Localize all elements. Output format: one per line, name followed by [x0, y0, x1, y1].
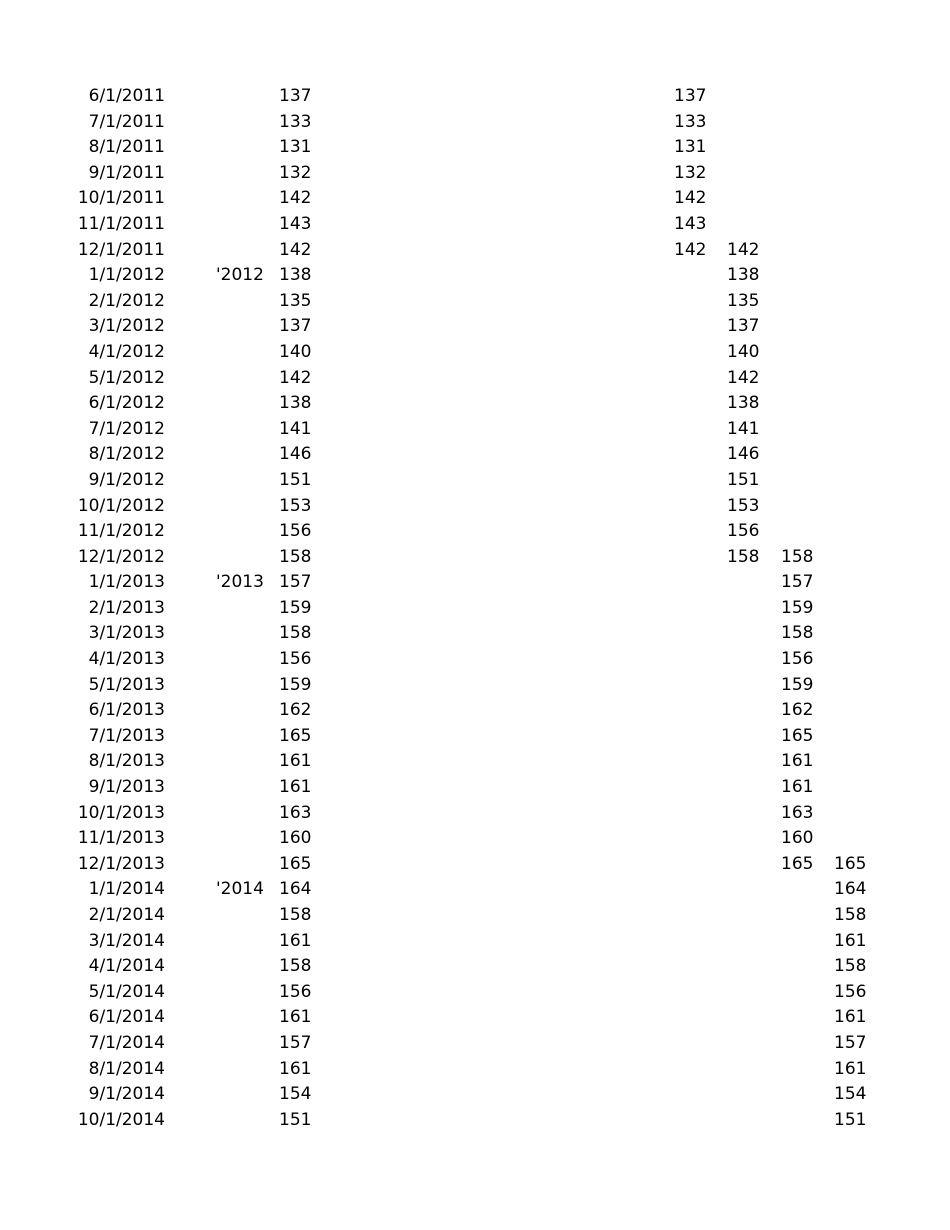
- value-cell: 160: [279, 828, 312, 849]
- date-cell: 11/1/2012: [77, 521, 165, 542]
- series-2014-cell: 157: [834, 1032, 867, 1053]
- table-row: [0, 775, 950, 801]
- value-cell: 159: [279, 597, 312, 618]
- table-row: [0, 1082, 950, 1108]
- date-cell: 4/1/2012: [88, 341, 165, 362]
- date-cell: 12/1/2013: [77, 853, 165, 874]
- value-cell: 158: [279, 956, 312, 977]
- series-2012-cell: 140: [727, 341, 760, 362]
- series-2014-cell: 158: [834, 956, 867, 977]
- value-cell: 143: [279, 213, 312, 234]
- series-2014-cell: 151: [834, 1109, 867, 1130]
- value-cell: 154: [279, 1084, 312, 1105]
- series-2011-cell: 133: [674, 111, 707, 132]
- value-cell: 156: [279, 981, 312, 1002]
- series-2013-cell: 157: [781, 572, 814, 593]
- table-row: [0, 263, 950, 289]
- value-cell: 151: [279, 469, 312, 490]
- series-2014-cell: 158: [834, 905, 867, 925]
- value-cell: 138: [279, 393, 312, 414]
- value-cell: 161: [279, 777, 312, 798]
- date-cell: 10/1/2011: [77, 188, 165, 209]
- date-cell: 12/1/2012: [77, 546, 165, 567]
- table-row: [0, 1005, 950, 1031]
- value-cell: 142: [279, 239, 312, 260]
- value-cell: 153: [279, 495, 312, 516]
- value-cell: 159: [279, 674, 312, 695]
- value-cell: 165: [279, 853, 312, 874]
- date-cell: 8/1/2012: [88, 444, 165, 465]
- date-cell: 6/1/2012: [88, 393, 165, 414]
- series-2011-cell: 131: [674, 137, 707, 158]
- table-row: [0, 494, 950, 520]
- series-2012-cell: 138: [727, 393, 760, 414]
- value-cell: 142: [279, 367, 312, 388]
- value-cell: 158: [279, 623, 312, 644]
- series-2013-cell: 158: [781, 546, 814, 567]
- value-cell: 133: [279, 111, 312, 132]
- table-row: [0, 186, 950, 212]
- table-row: [0, 442, 950, 468]
- date-cell: 3/1/2014: [88, 930, 165, 951]
- date-cell: 6/1/2011: [88, 86, 165, 106]
- date-cell: 8/1/2013: [88, 751, 165, 772]
- series-2013-cell: 161: [781, 751, 814, 772]
- table-row: [0, 596, 950, 622]
- table-row: [0, 391, 950, 417]
- table-row: [0, 673, 950, 699]
- series-2013-cell: 158: [781, 623, 814, 644]
- series-2012-cell: 156: [727, 521, 760, 542]
- table-row: [0, 1031, 950, 1057]
- date-cell: 3/1/2013: [88, 623, 165, 644]
- table-row: [0, 314, 950, 340]
- series-2014-cell: 164: [834, 879, 867, 900]
- value-cell: 137: [279, 316, 312, 337]
- date-cell: 8/1/2011: [88, 137, 165, 158]
- value-cell: 161: [279, 1058, 312, 1079]
- date-cell: 1/1/2012: [88, 265, 165, 286]
- series-2014-cell: 165: [834, 853, 867, 874]
- series-2012-cell: 142: [727, 367, 760, 388]
- value-cell: 163: [279, 802, 312, 823]
- value-cell: 141: [279, 418, 312, 439]
- table-row: [0, 852, 950, 878]
- date-cell: 5/1/2014: [88, 981, 165, 1002]
- series-2012-cell: 135: [727, 290, 760, 311]
- table-row: [0, 929, 950, 955]
- series-2013-cell: 156: [781, 649, 814, 670]
- date-cell: 1/1/2013: [88, 572, 165, 593]
- date-cell: 11/1/2011: [77, 213, 165, 234]
- value-cell: 161: [279, 1007, 312, 1028]
- series-2013-cell: 161: [781, 777, 814, 798]
- date-cell: 12/1/2011: [77, 239, 165, 260]
- date-cell: 7/1/2011: [88, 111, 165, 132]
- date-cell: 8/1/2014: [88, 1058, 165, 1079]
- table-row: [0, 545, 950, 571]
- series-2013-cell: 165: [781, 853, 814, 874]
- value-cell: 156: [279, 649, 312, 670]
- date-cell: 1/1/2014: [88, 879, 165, 900]
- table-row: [0, 698, 950, 724]
- table-row: [0, 749, 950, 775]
- table-row: [0, 417, 950, 443]
- table-row: [0, 289, 950, 315]
- table-row: [0, 238, 950, 264]
- value-cell: 165: [279, 725, 312, 746]
- date-cell: 4/1/2013: [88, 649, 165, 670]
- table-row: [0, 135, 950, 161]
- series-2013-cell: 160: [781, 828, 814, 849]
- series-2013-cell: 165: [781, 725, 814, 746]
- value-cell: 157: [279, 1032, 312, 1053]
- table-row: [0, 826, 950, 852]
- date-cell: 5/1/2012: [88, 367, 165, 388]
- date-cell: 2/1/2012: [88, 290, 165, 311]
- series-2012-cell: 158: [727, 546, 760, 567]
- table-row: [0, 1057, 950, 1083]
- date-cell: 2/1/2014: [88, 905, 165, 925]
- date-cell: 10/1/2014: [77, 1109, 165, 1130]
- series-2014-cell: 156: [834, 981, 867, 1002]
- table-row: [0, 468, 950, 494]
- series-2011-cell: 142: [674, 188, 707, 209]
- value-cell: 132: [279, 162, 312, 183]
- value-cell: 138: [279, 265, 312, 286]
- value-cell: 156: [279, 521, 312, 542]
- value-cell: 131: [279, 137, 312, 158]
- date-cell: 6/1/2014: [88, 1007, 165, 1028]
- value-cell: 162: [279, 700, 312, 721]
- series-2014-cell: 161: [834, 1007, 867, 1028]
- table-row: [0, 110, 950, 136]
- date-cell: 9/1/2012: [88, 469, 165, 490]
- spreadsheet-grid: [0, 84, 950, 1133]
- table-row: [0, 801, 950, 827]
- date-cell: 6/1/2013: [88, 700, 165, 721]
- value-cell: 161: [279, 751, 312, 772]
- series-2013-cell: 162: [781, 700, 814, 721]
- series-2014-cell: 161: [834, 1058, 867, 1079]
- table-row: [0, 212, 950, 238]
- table-row: [0, 621, 950, 647]
- series-2011-cell: 143: [674, 213, 707, 234]
- date-cell: 7/1/2012: [88, 418, 165, 439]
- value-cell: 158: [279, 905, 312, 925]
- series-2013-cell: 159: [781, 597, 814, 618]
- series-2014-cell: 161: [834, 930, 867, 951]
- year-label-cell: '2013: [216, 572, 264, 593]
- table-row: [0, 1108, 950, 1134]
- value-cell: 140: [279, 341, 312, 362]
- table-row: [0, 647, 950, 673]
- date-cell: 10/1/2013: [77, 802, 165, 823]
- series-2012-cell: 146: [727, 444, 760, 465]
- date-cell: 11/1/2013: [77, 828, 165, 849]
- date-cell: 9/1/2013: [88, 777, 165, 798]
- series-2012-cell: 151: [727, 469, 760, 490]
- value-cell: 158: [279, 546, 312, 567]
- table-row: [0, 84, 950, 110]
- date-cell: 10/1/2012: [77, 495, 165, 516]
- value-cell: 157: [279, 572, 312, 593]
- series-2012-cell: 138: [727, 265, 760, 286]
- date-cell: 2/1/2013: [88, 597, 165, 618]
- series-2014-cell: 154: [834, 1084, 867, 1105]
- date-cell: 7/1/2014: [88, 1032, 165, 1053]
- series-2012-cell: 142: [727, 239, 760, 260]
- series-2011-cell: 142: [674, 239, 707, 260]
- value-cell: 164: [279, 879, 312, 900]
- series-2013-cell: 159: [781, 674, 814, 695]
- date-cell: 5/1/2013: [88, 674, 165, 695]
- series-2012-cell: 137: [727, 316, 760, 337]
- date-cell: 9/1/2014: [88, 1084, 165, 1105]
- series-2012-cell: 141: [727, 418, 760, 439]
- table-row: [0, 980, 950, 1006]
- value-cell: 137: [279, 86, 312, 106]
- table-row: [0, 954, 950, 980]
- series-2011-cell: 132: [674, 162, 707, 183]
- table-row: [0, 519, 950, 545]
- date-cell: 9/1/2011: [88, 162, 165, 183]
- series-2013-cell: 163: [781, 802, 814, 823]
- value-cell: 161: [279, 930, 312, 951]
- table-row: [0, 570, 950, 596]
- table-row: [0, 161, 950, 187]
- table-row: [0, 877, 950, 903]
- year-label-cell: '2012: [216, 265, 264, 286]
- table-row: [0, 366, 950, 392]
- table-row: [0, 724, 950, 750]
- table-row: [0, 340, 950, 366]
- date-cell: 7/1/2013: [88, 725, 165, 746]
- year-label-cell: '2014: [216, 879, 264, 900]
- value-cell: 135: [279, 290, 312, 311]
- date-cell: 3/1/2012: [88, 316, 165, 337]
- series-2011-cell: 137: [674, 86, 707, 106]
- value-cell: 142: [279, 188, 312, 209]
- value-cell: 146: [279, 444, 312, 465]
- series-2012-cell: 153: [727, 495, 760, 516]
- date-cell: 4/1/2014: [88, 956, 165, 977]
- value-cell: 151: [279, 1109, 312, 1130]
- table-row: [0, 903, 950, 929]
